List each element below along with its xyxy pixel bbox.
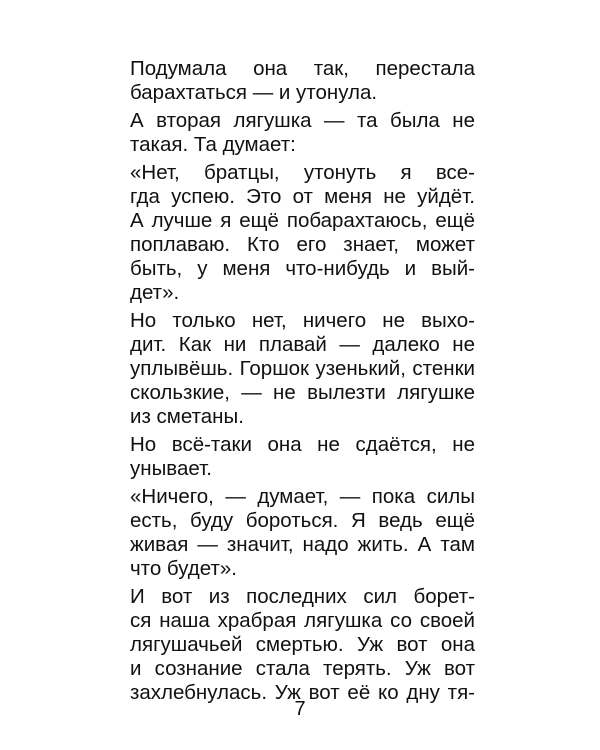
text-line: поплаваю. Кто его знает, может xyxy=(130,233,475,256)
text-line: Но всё-таки она не сдаётся, не xyxy=(130,433,475,456)
text-line: скользкие, — не вылезти лягушке xyxy=(130,381,475,404)
paragraph xyxy=(130,485,475,581)
text-line: А лучше я ещё побарахтаюсь, ещё xyxy=(130,209,475,232)
text-line: Подумала она так, перестала xyxy=(130,57,475,80)
text-line: Но только нет, ничего не выхо- xyxy=(130,309,475,332)
text-line: и сознание стала терять. Уж вот xyxy=(130,657,475,680)
text-line: дет». xyxy=(130,281,180,304)
text-line: гда успею. Это от меня не уйдёт. xyxy=(130,185,475,208)
paragraph xyxy=(130,585,475,705)
text-line: такая. Та думает: xyxy=(130,133,296,156)
page-number: 7 xyxy=(294,698,306,720)
text-line: лягушачьей смертью. Уж вот она xyxy=(130,633,475,656)
text-line: ся наша храбрая лягушка со своей xyxy=(130,609,475,632)
text-line: унывает. xyxy=(130,457,212,480)
paragraph xyxy=(130,309,475,429)
text-line: захлебнулась. Уж вот её ко дну тя- xyxy=(130,681,475,704)
paragraph xyxy=(130,161,475,305)
text-line: есть, буду бороться. Я ведь ещё xyxy=(130,509,475,532)
text-line: быть, у меня что-нибудь и вый- xyxy=(130,257,475,280)
text-line: дит. Как ни плавай — далеко не xyxy=(130,333,475,356)
paragraph xyxy=(130,433,475,481)
text-line: из сметаны. xyxy=(130,405,244,428)
text-line: И вот из последних сил борет- xyxy=(130,585,475,608)
text-line: что будет». xyxy=(130,557,237,580)
text-line: уплывёшь. Горшок узенький, стенки xyxy=(130,357,475,380)
text-line: А вторая лягушка — та была не xyxy=(130,109,475,132)
story-text xyxy=(130,57,475,705)
text-line: живая — значит, надо жить. А там xyxy=(130,533,475,556)
text-line: «Нет, братцы, утонуть я все- xyxy=(130,161,475,184)
paragraph xyxy=(130,57,475,105)
text-line: барахтаться — и утонула. xyxy=(130,81,378,104)
text-line: «Ничего, — думает, — пока силы xyxy=(130,485,475,508)
paragraph xyxy=(130,109,475,157)
